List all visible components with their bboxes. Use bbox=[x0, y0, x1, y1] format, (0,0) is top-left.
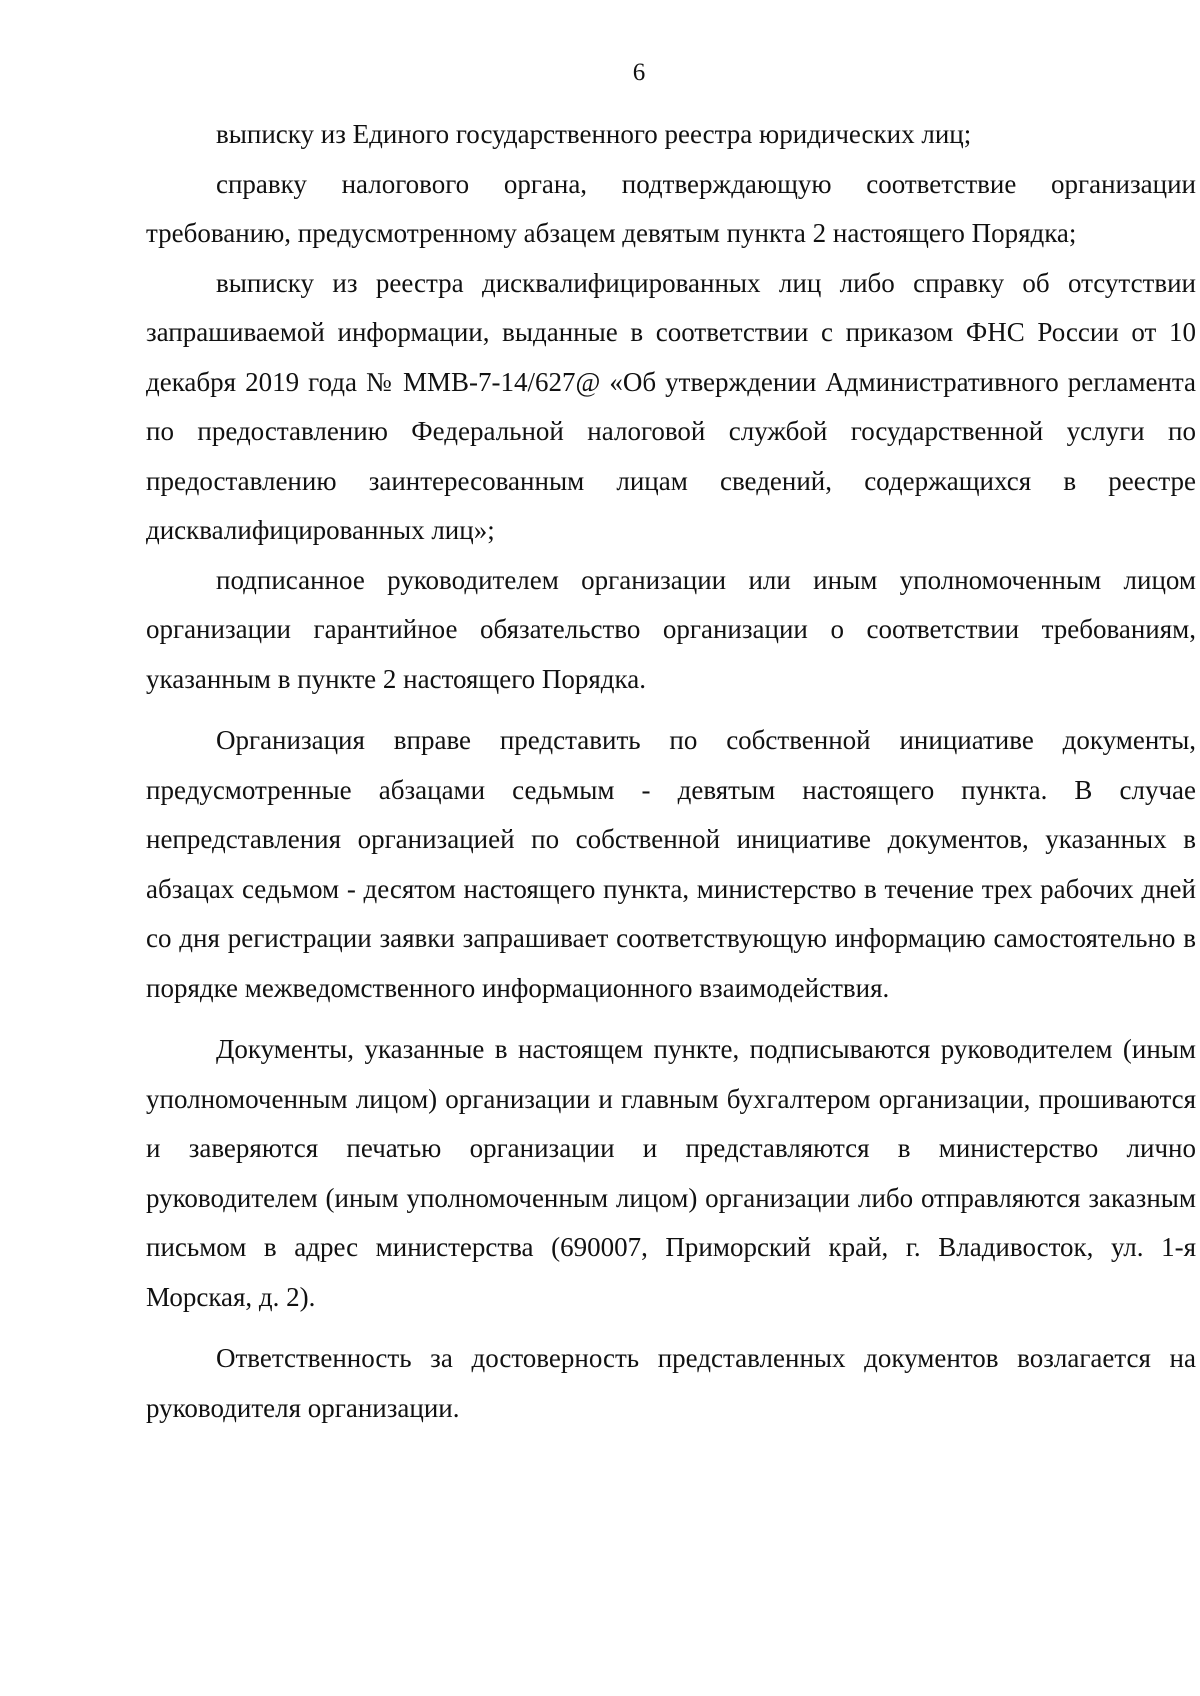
paragraph-egrul-extract: выписку из Единого государственного реестра юридических лиц; bbox=[216, 119, 972, 149]
paragraph-documents-signing: Документы, указанные в настоящем пункте, подписываются руководителем (иным уполномоченным лицом) организации и главным бухгалтером организации, прошиваются и заверяются печатью организации и представляются в министерство лично руководителем (иным уполномоченным лицом) организации либо отправляются заказным письмом в адрес министерства (690007, Приморский край, г. Владивосток, ул. 1-я Морская, д. 2). bbox=[146, 1034, 1196, 1312]
paragraph-disqualified-registry: выписку из реестра дисквалифицированных лиц либо справку об отсутствии запрашиваемой информации, выданные в соответствии с приказом ФНС России от 10 декабря 2019 года № ММВ-7-14/627@ «Об утверждении Административного регламента по предоставлению Федеральной налоговой службой государственной услуги по предоставлению заинтересованным лицам сведений, содержащихся в реестре дисквалифицированных лиц»; bbox=[146, 267, 1196, 545]
page-number: 6 bbox=[632, 59, 646, 86]
paragraph-responsibility: Ответственность за достоверность представленных документов возлагается на руководителя организации. bbox=[146, 1343, 1196, 1423]
paragraph-own-initiative: Организация вправе представить по собственной инициативе документы, предусмотренные абзацами седьмым - девятым настоящего пункта. В случае непредставления организацией по собственной инициативе документов, указанных в абзацах седьмом - десятом настоящего пункта, министерство в течение трех рабочих дней со дня регистрации заявки запрашивает соответствующую информацию самостоятельно в порядке межведомственного информационного взаимодействия. bbox=[146, 725, 1196, 1003]
document-body bbox=[146, 110, 1196, 1433]
paragraph-tax-certificate: справку налогового органа, подтверждающую соответствие организации требованию, предусмотренному абзацем девятым пункта 2 настоящего Порядка; bbox=[146, 168, 1196, 248]
paragraph-guarantee-obligation: подписанное руководителем организации или иным уполномоченным лицом организации гарантийное обязательство организации о соответствии требованиям, указанным в пункте 2 настоящего Порядка. bbox=[146, 564, 1196, 694]
